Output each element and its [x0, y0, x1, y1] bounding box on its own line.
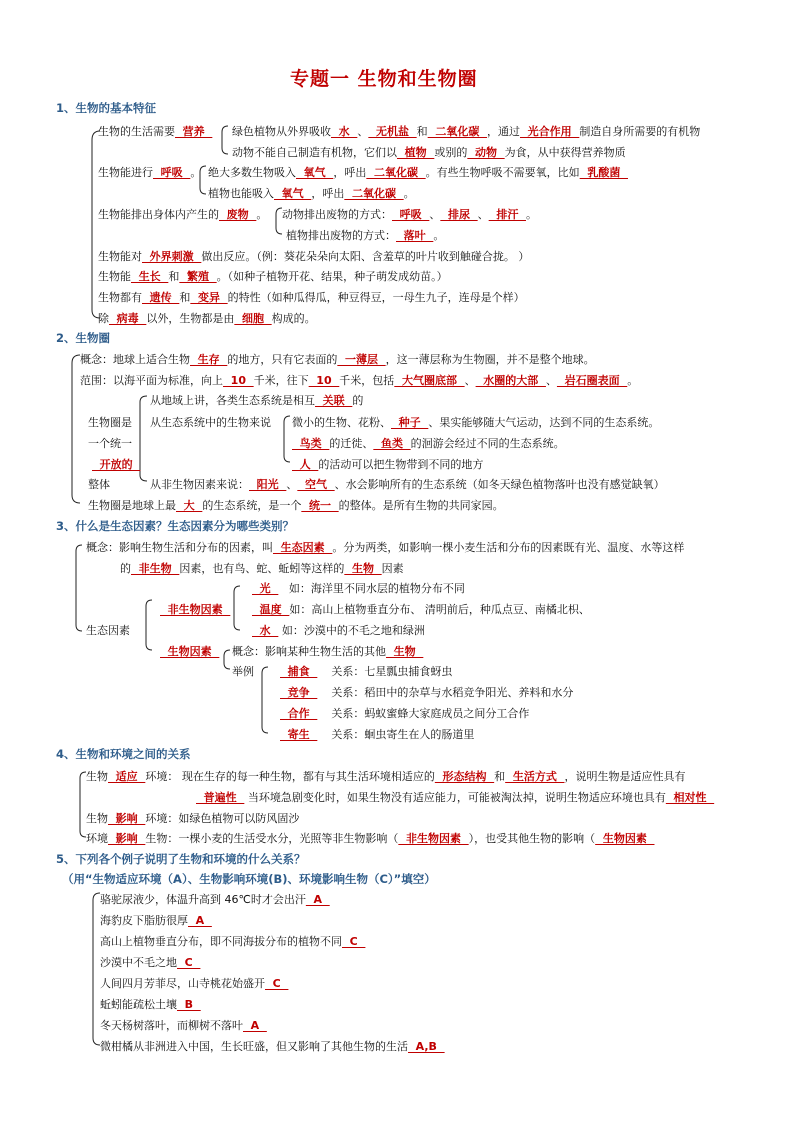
page-title: 专题一 生物和生物圈	[290, 68, 478, 90]
s1-line-9	[98, 289, 525, 305]
answer: C	[265, 977, 289, 990]
s3-line-3	[252, 580, 465, 596]
answer: 水	[252, 624, 279, 637]
text: 关系：蛔虫寄生在人的肠道里	[331, 728, 475, 741]
answer: A,B	[408, 1040, 445, 1053]
text: 因素，也有鸟、蛇、蚯蚓等这样的	[179, 562, 345, 575]
answer: 10	[223, 374, 254, 387]
s1-line-5b	[282, 206, 537, 222]
answer: 竞争	[280, 686, 318, 699]
answer: C	[342, 935, 366, 948]
text: 构成的。	[271, 312, 316, 325]
s3-main-bracket	[76, 545, 82, 631]
answer: 生长	[131, 270, 169, 283]
answer: 捕食	[280, 665, 318, 678]
s2-line-7b	[150, 476, 665, 492]
answer: C	[177, 956, 201, 969]
text: 环境：	[145, 770, 179, 783]
question: 冬天杨树落叶，而柳树不落叶	[100, 1019, 243, 1032]
text: ，呼出	[333, 166, 367, 179]
text: 。	[525, 208, 537, 221]
text: 绿色植物从外界吸收	[232, 125, 331, 138]
s3-example-label: 举例	[232, 665, 254, 678]
answer: 岩石圈表面	[556, 374, 628, 387]
text: 、	[357, 125, 369, 138]
s4-line-2	[196, 789, 714, 805]
text: 除	[98, 312, 109, 325]
text: 和	[168, 270, 180, 283]
text: 和	[494, 770, 506, 783]
answer: 动物	[467, 146, 505, 159]
text: 环境：如绿色植物可以防风固沙	[145, 812, 300, 825]
answer: 废物	[219, 208, 257, 221]
answer: B	[177, 998, 201, 1011]
question: 微柑橘从非洲进入中国，生长旺盛，但又影响了其他生物的生活	[100, 1040, 408, 1053]
s1-line-4	[208, 185, 415, 201]
text: 、	[464, 374, 476, 387]
s3-line-1	[86, 539, 684, 555]
s3-abiotic-label: 非生物因素	[160, 603, 231, 616]
answer: 10	[308, 374, 340, 387]
s3-line-10	[280, 726, 474, 742]
text: 生物的生活需要	[98, 125, 175, 138]
section-1-heading: 1、生物的基本特征	[56, 101, 157, 115]
answer: 生存	[190, 353, 228, 366]
answer: 排汗	[488, 208, 526, 221]
answer: 影响	[108, 832, 146, 845]
text: 如：海洋里不同水层的植物分布不同	[288, 582, 465, 595]
answer: 乳酸菌	[579, 166, 628, 179]
s1-line-1b	[232, 123, 700, 139]
s2-line-4c	[292, 414, 659, 430]
text: 生物能进行	[98, 166, 153, 179]
text: 关系：稻田中的杂草与水稻竞争阳光、养料和水分	[331, 686, 574, 699]
section-4-heading: 4、生物和环境之间的关系	[56, 747, 191, 761]
text: 生物能	[98, 270, 131, 283]
text: 生物都有	[98, 291, 142, 304]
text: 范围：以海平面为标准，向上	[80, 374, 223, 387]
text: 生物能对	[98, 250, 142, 263]
s2-line-3	[150, 392, 363, 408]
s3-line-4	[252, 601, 590, 617]
text: 现在生存的每一种生物，都有与其生活环境相适应的	[181, 770, 435, 783]
answer: 植物	[397, 146, 435, 159]
answer: 呼吸	[392, 208, 430, 221]
answer: 温度	[252, 603, 290, 616]
answer: 相对性	[665, 791, 715, 804]
answer: 寄生	[280, 728, 318, 741]
question: 沙漠中不毛之地	[100, 956, 177, 969]
text: 的整体。是所有生物的共同家园。	[338, 499, 504, 512]
answer: 种子	[391, 416, 429, 429]
answer: 关联	[315, 394, 353, 407]
question: 人间四月芳菲尽，山寺桃花始盛开	[100, 977, 265, 990]
s2-organism-bracket	[284, 416, 290, 462]
s2-line-4a: 生物圈是	[88, 416, 132, 429]
answer: 生物	[344, 562, 382, 575]
answer: 二氧化碳	[427, 125, 487, 138]
answer: 排尿	[440, 208, 478, 221]
text: 和	[416, 125, 428, 138]
text: 为食，从中获得营养物质	[504, 146, 626, 159]
text: 做出反应。（例：葵花朵朵向太阳、含羞草的叶片收到触碰合拢。 ）	[201, 250, 530, 263]
question: 骆驼尿液少，体温升高到 46℃时才会出汗	[100, 893, 306, 906]
text: 生物	[86, 812, 108, 825]
s2-line-1	[80, 351, 595, 367]
answer: 影响	[108, 812, 146, 825]
answer: 生物	[386, 645, 424, 658]
answer: 适应	[108, 770, 146, 783]
s1-line-7	[98, 248, 529, 264]
s2-line-6b	[292, 456, 483, 472]
s3-line-7	[280, 663, 452, 679]
text: 或别的	[434, 146, 468, 159]
answer: 统一	[301, 499, 339, 512]
answer: 空气	[297, 478, 335, 491]
text: 、果实能够随大气运动，达到不同的生态系统。	[428, 416, 660, 429]
s2-main-bracket	[72, 355, 80, 503]
s1-line-5	[98, 206, 267, 222]
answer: 鸟类	[292, 437, 330, 450]
s2-line-4b: 从生态系统中的生物来说	[150, 416, 271, 429]
answer: 营养	[175, 125, 213, 138]
s2-whole-bracket	[140, 396, 147, 481]
s1-line-2	[232, 144, 626, 160]
section-2-heading: 2、生物圈	[56, 331, 111, 345]
answer: 二氧化碳	[366, 166, 426, 179]
s3-biotic-bracket	[224, 650, 230, 669]
answer: 大气圈底部	[394, 374, 465, 387]
s3-line-5	[252, 622, 425, 638]
s3-line-9	[280, 705, 529, 721]
text: 概念：地球上适合生物	[80, 353, 190, 366]
answer: 变异	[190, 291, 228, 304]
text: 千米，包括	[339, 374, 395, 387]
text: 从地域上讲，各类生态系统是相互	[150, 394, 315, 407]
question: 海豹皮下脂肪很厚	[100, 914, 188, 927]
answer: 生物因素	[595, 832, 655, 845]
text: 以外，生物都是由	[146, 312, 235, 325]
s3-biotic-label: 生物因素	[160, 645, 220, 658]
answer: 无机盐	[368, 125, 417, 138]
s5-item-3	[100, 933, 365, 949]
answer: 普遍性	[196, 791, 245, 804]
text: 的	[120, 562, 131, 575]
answer: 外界刺激	[142, 250, 202, 263]
section-5-subheading: （用“生物适应环境（A）、生物影响环境(B)、环境影响生物（C）”填空）	[62, 872, 436, 886]
text: 。分为两类，如影响一棵小麦生活和分布的因素既有光、温度、水等这样	[332, 541, 685, 554]
text: 概念：影响某种生物生活的其他	[232, 645, 386, 658]
answer: A	[188, 914, 212, 927]
answer: 一薄层	[337, 353, 386, 366]
text: 。	[627, 374, 639, 387]
answer: 水圈的大部	[475, 374, 546, 387]
s5-item-2	[100, 912, 212, 928]
answer: 阳光	[249, 478, 287, 491]
text: 动物排出废物的方式：	[282, 208, 392, 221]
s3-example-bracket	[262, 667, 268, 733]
s1-line-3b	[208, 164, 628, 180]
text: 、水会影响所有的生态系统（如冬天绿色植物落叶也没有感觉缺氧）	[334, 478, 665, 491]
s2-line-7a: 整体	[88, 478, 110, 491]
text: 从非生物因素来说：	[150, 478, 249, 491]
answer: 二氧化碳	[344, 187, 404, 200]
answer: 大	[176, 499, 203, 512]
text: 、	[545, 374, 557, 387]
text: 。有些生物呼吸不需要氧，比如	[425, 166, 580, 179]
s3-abiotic-bracket	[234, 586, 240, 630]
s5-item-5	[100, 975, 288, 991]
answer: A	[243, 1019, 267, 1032]
section-5-heading: 5、下列各个例子说明了生物和环境的什么关系？	[56, 852, 306, 866]
s4-line-4	[86, 830, 654, 846]
text: 植物排出废物的方式：	[286, 229, 396, 242]
text: 。	[433, 229, 445, 242]
text: 的特性（如种瓜得瓜，种豆得豆，一母生九子，连母是个样）	[227, 291, 525, 304]
text: ，呼出	[311, 187, 345, 200]
answer: 非生物	[131, 562, 180, 575]
question: 高山上植物垂直分布，即不同海拔分布的植物不同	[100, 935, 342, 948]
text: 如：沙漠中的不毛之地和绿洲	[281, 624, 425, 637]
s5-item-8	[100, 1038, 445, 1054]
text: 、	[429, 208, 441, 221]
section-3-heading: 3、什么是生态因素？生态因素分为哪些类别？	[56, 519, 294, 533]
text: 生物：一棵小麦的生活受水分，光照等非生物影响（	[145, 832, 399, 845]
answer: 繁殖	[179, 270, 217, 283]
s1-line-3	[98, 164, 201, 180]
text: 动物不能自己制造有机物，它们以	[232, 146, 397, 159]
s2-line-5a: 一个统一	[88, 437, 132, 450]
text: 的地方，只有它表面的	[227, 353, 338, 366]
s1-line-1	[98, 123, 212, 139]
s5-item-1	[100, 891, 330, 907]
answer: 光合作用	[519, 125, 580, 138]
answer: 合作	[280, 707, 318, 720]
s2-line-5b	[292, 435, 565, 451]
s5-item-6	[100, 996, 201, 1012]
text: 的生态系统，是一个	[202, 499, 302, 512]
text: 制造自身所需要的有机物	[579, 125, 701, 138]
text: 生物能排出身体内产生的	[98, 208, 219, 221]
answer: 呼吸	[153, 166, 191, 179]
answer: 病毒	[109, 312, 147, 325]
text: 生物圈是地球上最	[88, 499, 176, 512]
s3-line-6	[232, 643, 423, 659]
text: 的洄游会经过不同的生态系统。	[410, 437, 565, 450]
s3-line-2	[120, 560, 404, 576]
s3-factors-label: 生态因素	[86, 624, 130, 637]
s3-factors-bracket	[146, 600, 152, 650]
s1-nutrition-bracket	[222, 126, 228, 154]
answer: 光	[252, 582, 279, 595]
answer: 生活方式	[505, 770, 565, 783]
text: 。（如种子植物开花、结果，种子萌发成幼苗。）	[216, 270, 448, 283]
text: 。	[403, 187, 415, 200]
text: 环境	[86, 832, 108, 845]
text: 如：高山上植物垂直分布、 清明前后，种瓜点豆、南橘北枳、	[289, 603, 590, 616]
text: 关系：蚂蚁蜜蜂大家庭成员之间分工合作	[331, 707, 530, 720]
answer: 形态结构	[434, 770, 495, 783]
answer: 落叶	[396, 229, 434, 242]
s5-item-7	[100, 1017, 267, 1033]
text: 、	[477, 208, 489, 221]
text: ），也受其他生物的影响（	[468, 832, 596, 845]
answer: 非生物因素	[398, 832, 469, 845]
text: 。	[190, 166, 202, 179]
answer: 水	[331, 125, 358, 138]
text: 因素	[381, 562, 404, 575]
s4-line-3	[86, 810, 299, 826]
text: 关系：七星瓢虫捕食蚜虫	[331, 665, 453, 678]
text: 的	[352, 394, 364, 407]
text: 微小的生物、花粉、	[292, 416, 391, 429]
s2-line-6a: 开放的	[92, 458, 141, 471]
text: 的活动可以把生物带到不同的地方	[318, 458, 484, 471]
answer: 生态因素	[273, 541, 333, 554]
text: 植物也能吸入	[208, 187, 274, 200]
text: ，这一薄层称为生物圈，并不是整个地球。	[385, 353, 595, 366]
text: 当环境急剧变化时，如果生物没有适应能力，可能被淘汰掉，说明生物适应环境也具有	[247, 791, 666, 804]
answer: 氧气	[296, 166, 334, 179]
s1-line-6	[286, 227, 444, 243]
answer: 人	[292, 458, 319, 471]
text: 绝大多数生物吸入	[208, 166, 296, 179]
answer: A	[305, 893, 330, 906]
text: 生物	[86, 770, 108, 783]
answer: 鱼类	[373, 437, 411, 450]
text: 千米，往下	[253, 374, 309, 387]
s2-line-2	[80, 372, 638, 388]
text: 的迁徙、	[329, 437, 374, 450]
answer: 遗传	[142, 291, 180, 304]
s5-main-bracket	[93, 893, 100, 1045]
text: 概念：影响生物生活和分布的因素，叫	[86, 541, 273, 554]
text: 、	[286, 478, 298, 491]
text: ，通过	[486, 125, 520, 138]
s5-item-4	[100, 954, 200, 970]
answer: 细胞	[234, 312, 272, 325]
s1-line-8	[98, 268, 448, 284]
s3-line-8	[280, 684, 573, 700]
s2-line-8	[88, 497, 504, 513]
text: 。	[256, 208, 268, 221]
s4-line-1	[86, 768, 685, 784]
text: ，说明生物是适应性具有	[564, 770, 686, 783]
text: 和	[179, 291, 191, 304]
question: 蚯蚓能疏松土壤	[100, 998, 177, 1011]
answer: 氧气	[274, 187, 312, 200]
s1-line-10	[98, 310, 316, 326]
